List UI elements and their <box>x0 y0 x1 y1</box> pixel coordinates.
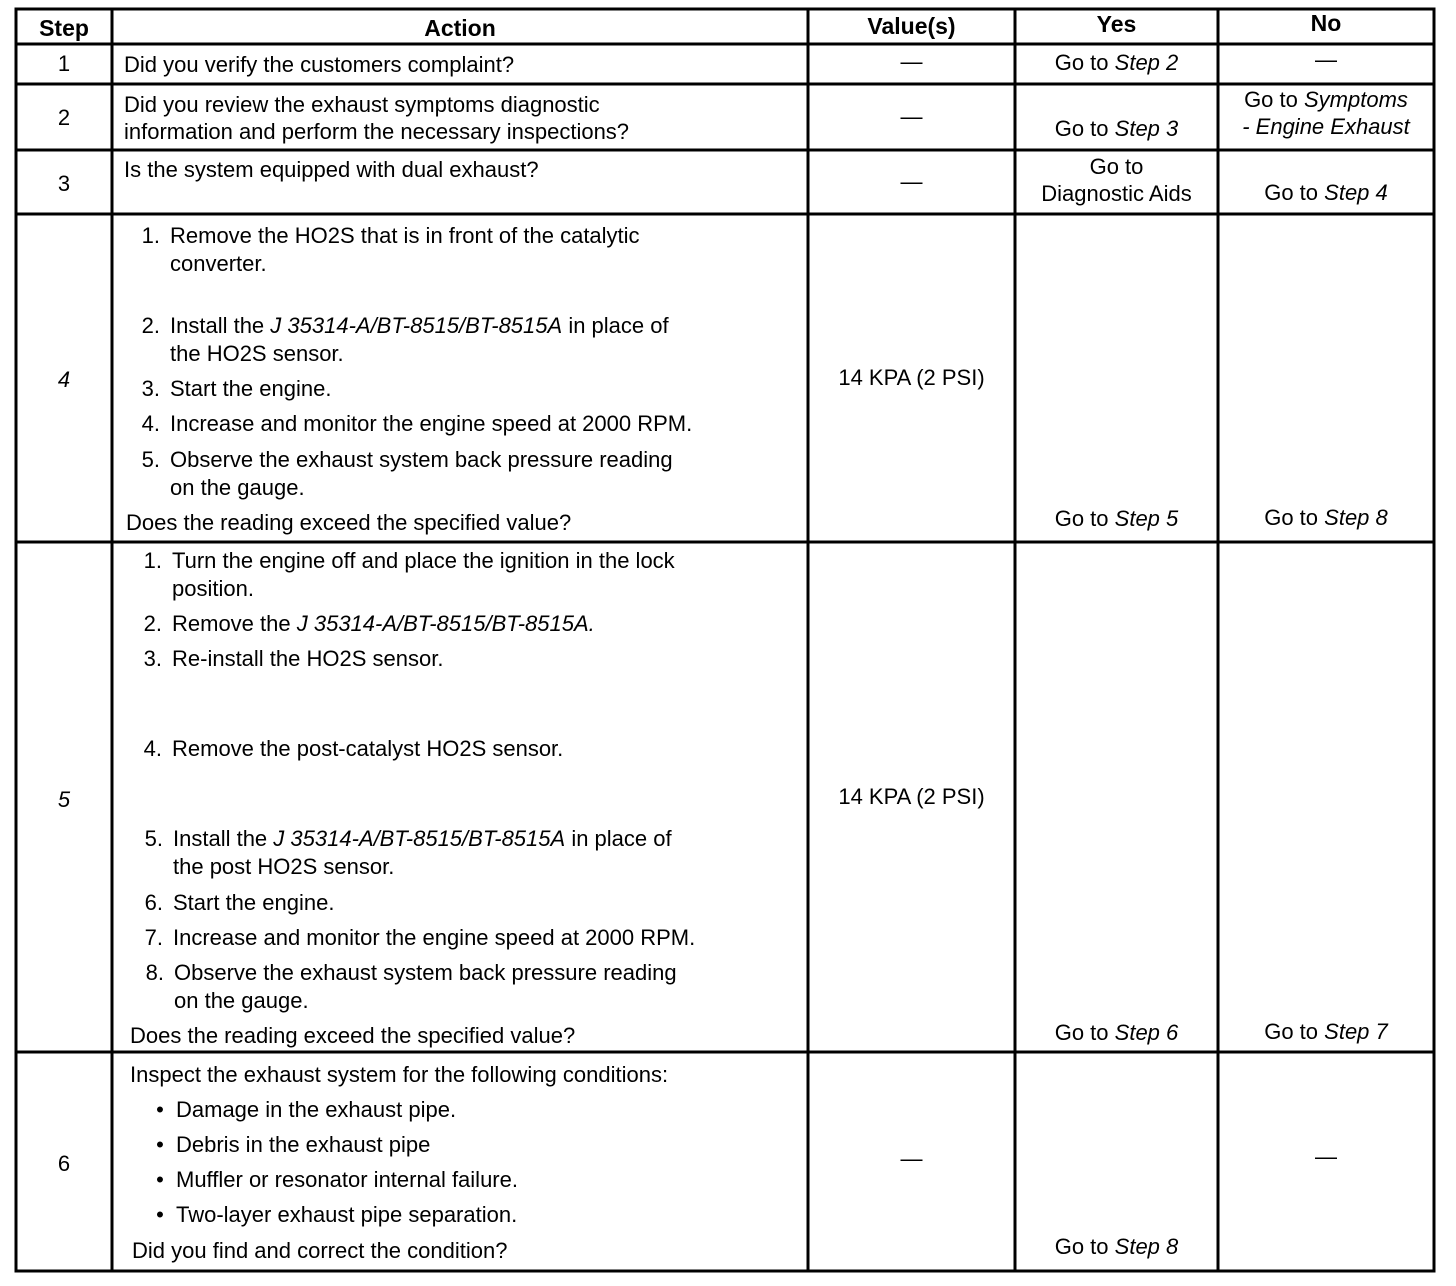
yes-step-link: Step 5 <box>1114 506 1179 531</box>
no-target-link: Symptoms <box>1304 87 1408 112</box>
list-item <box>124 222 640 250</box>
bullet-icon: • <box>156 1097 164 1122</box>
header-step: Step <box>39 15 89 41</box>
tool-name: J 35314-A/BT-8515/BT-8515A. <box>296 611 595 636</box>
item-text-post: in place of <box>562 313 669 338</box>
list-item <box>127 924 695 952</box>
yes-cell <box>1015 115 1218 143</box>
action-question-line-2: information and perform the necessary inspections? <box>124 119 630 144</box>
tool-name: J 35314-A/BT-8515/BT-8515A <box>273 826 566 851</box>
header-no: No <box>1310 10 1342 36</box>
item-number: 4. <box>143 736 162 761</box>
step-number: 1 <box>57 51 71 76</box>
action-question-line-1: Did you review the exhaust symptoms diagnostic <box>124 92 600 117</box>
item-number: 5. <box>141 447 160 472</box>
list-item <box>126 610 595 638</box>
header-yes: Yes <box>1096 11 1137 37</box>
no-cell: — <box>1315 47 1337 72</box>
tool-name: J 35314-A/BT-8515/BT-8515A <box>270 313 563 338</box>
item-text: Increase and monitor the engine speed at 2000 RPM. <box>173 925 696 950</box>
bullet-text: Two-layer exhaust pipe separation. <box>176 1202 518 1227</box>
yes-step-link: Step 6 <box>1114 1020 1179 1045</box>
no-target-link-cont: - Engine Exhaust <box>1242 114 1410 139</box>
go-to-text: Go to <box>1054 1234 1109 1259</box>
item-number: 8. <box>145 960 164 985</box>
no-cell: — <box>1315 1144 1337 1169</box>
item-text: Remove the post-catalyst HO2S sensor. <box>172 736 564 761</box>
yes-cell-line-1: Go to <box>1089 154 1144 179</box>
no-cell <box>1218 504 1434 532</box>
item-text: Install the <box>173 826 274 851</box>
item-number: 5. <box>144 826 163 851</box>
item-text: Re-install the HO2S sensor. <box>172 646 444 671</box>
value-cell: — <box>900 1146 923 1171</box>
item-text: Start the engine. <box>173 890 335 915</box>
value-cell: 14 KPA (2 PSI) <box>838 365 985 390</box>
yes-cell <box>1015 1019 1218 1047</box>
step-number-text: 4 <box>57 367 71 392</box>
list-item <box>124 375 331 403</box>
item-number: 6. <box>144 890 163 915</box>
go-to-text: Go to <box>1054 116 1109 141</box>
step-number <box>16 366 112 394</box>
yes-cell <box>1015 1233 1218 1261</box>
no-cell <box>1218 179 1434 207</box>
bullet-item <box>150 1096 456 1124</box>
list-item <box>127 889 334 917</box>
step-number-text: 5 <box>57 787 71 812</box>
no-step-link: Step 8 <box>1324 505 1388 530</box>
bullet-item <box>150 1166 518 1194</box>
value-cell: — <box>900 49 923 74</box>
list-item-cont: position. <box>172 576 254 601</box>
item-number: 1. <box>143 548 162 573</box>
go-to-text: Go to <box>1054 1020 1109 1045</box>
list-item-cont: the post HO2S sensor. <box>173 854 395 879</box>
item-text: Remove the <box>172 611 297 636</box>
list-item <box>126 547 675 575</box>
item-number: 7. <box>144 925 163 950</box>
list-item-cont: the HO2S sensor. <box>170 341 344 366</box>
yes-step-link: Step 8 <box>1114 1234 1179 1259</box>
item-number: 4. <box>141 411 160 436</box>
yes-cell <box>1015 49 1218 77</box>
value-cell: — <box>900 169 923 194</box>
step-number <box>16 786 112 814</box>
item-text: Observe the exhaust system back pressure reading <box>170 447 673 472</box>
bullet-icon: • <box>156 1202 164 1227</box>
action-question: Does the reading exceed the specified value? <box>126 510 572 535</box>
item-text: Observe the exhaust system back pressure reading <box>174 960 677 985</box>
go-to-text: Go to <box>1264 180 1319 205</box>
go-to-text: Go to <box>1264 505 1319 530</box>
item-number: 3. <box>143 646 162 671</box>
list-item <box>127 825 672 853</box>
step-number: 2 <box>57 105 71 130</box>
action-intro: Inspect the exhaust system for the following conditions: <box>130 1062 669 1087</box>
yes-step-link: Step 3 <box>1114 116 1179 141</box>
item-text-post: in place of <box>565 826 672 851</box>
action-question: Did you verify the customers complaint? <box>124 52 515 77</box>
go-to-text: Go to <box>1054 506 1109 531</box>
item-number: 2. <box>143 611 162 636</box>
list-item <box>126 645 443 673</box>
value-cell: 14 KPA (2 PSI) <box>838 784 985 809</box>
step-number: 3 <box>57 171 71 196</box>
list-item <box>124 312 669 340</box>
go-to-text: Go to <box>1054 50 1109 75</box>
item-text: Turn the engine off and place the ignition in the lock <box>172 548 675 573</box>
bullet-text: Debris in the exhaust pipe <box>176 1132 431 1157</box>
no-cell-line-2 <box>1218 113 1434 141</box>
list-item <box>126 735 563 763</box>
go-to-text: Go to <box>1244 87 1298 112</box>
list-item-cont: converter. <box>170 251 267 276</box>
no-step-link: Step 4 <box>1324 180 1388 205</box>
no-cell <box>1218 1018 1434 1046</box>
item-number: 3. <box>141 376 160 401</box>
bullet-text: Damage in the exhaust pipe. <box>176 1097 457 1122</box>
action-question: Is the system equipped with dual exhaust? <box>124 157 539 182</box>
value-cell: — <box>900 104 923 129</box>
bullet-text: Muffler or resonator internal failure. <box>176 1167 518 1192</box>
yes-cell-line-2: Diagnostic Aids <box>1041 181 1192 206</box>
item-text: Install the <box>170 313 271 338</box>
list-item <box>124 446 673 474</box>
bullet-item <box>150 1131 430 1159</box>
item-number: 2. <box>141 313 160 338</box>
bullet-icon: • <box>156 1167 164 1192</box>
item-number: 1. <box>141 223 160 248</box>
item-text: Increase and monitor the engine speed at 2000 RPM. <box>170 411 693 436</box>
no-cell-line-1 <box>1218 86 1434 114</box>
bullet-item <box>150 1201 517 1229</box>
go-to-text: Go to <box>1264 1019 1319 1044</box>
action-question: Does the reading exceed the specified value? <box>130 1023 576 1048</box>
header-value: Value(s) <box>867 13 956 39</box>
no-step-link: Step 7 <box>1324 1019 1388 1044</box>
yes-cell <box>1015 505 1218 533</box>
list-item-cont: on the gauge. <box>170 475 305 500</box>
bullet-icon: • <box>156 1132 164 1157</box>
list-item <box>128 959 677 987</box>
yes-step-link: Step 2 <box>1114 50 1179 75</box>
list-item-cont: on the gauge. <box>174 988 309 1013</box>
header-action: Action <box>424 15 496 41</box>
action-question: Did you find and correct the condition? <box>132 1238 508 1263</box>
step-number: 6 <box>57 1151 71 1176</box>
list-item <box>124 410 692 438</box>
item-text: Remove the HO2S that is in front of the catalytic <box>170 223 640 248</box>
item-text: Start the engine. <box>170 376 332 401</box>
